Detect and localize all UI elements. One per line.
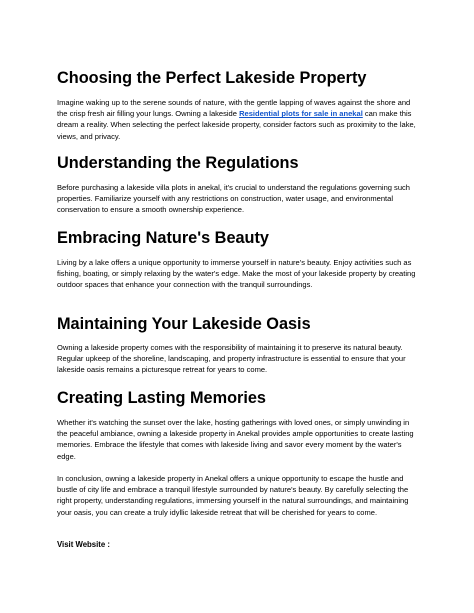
- heading-lasting-memories: Creating Lasting Memories: [57, 389, 266, 407]
- heading-natures-beauty: Embracing Nature's Beauty: [57, 229, 269, 247]
- visit-website-label: Visit Website :: [57, 540, 111, 549]
- paragraph-lasting-memories: Whether it's watching the sunset over the lake, hosting gatherings with loved ones, or simply unwinding in the peaceful ambiance, owning a lakeside property in Anekal provides ample opportunities to create lasting memories. Embrace the lifestyle that comes with lakeside living and savor every moment by the water's edge.: [57, 418, 414, 461]
- heading-maintaining-oasis: Maintaining Your Lakeside Oasis: [57, 315, 311, 333]
- heading-choosing-property: Choosing the Perfect Lakeside Property: [57, 69, 367, 87]
- paragraph-text: Imagine waking up to the serene sounds of nature, with the gentle lapping of waves against the shore and the crisp fresh air filling your lungs. Owning a lakeside: [57, 98, 411, 119]
- paragraph-conclusion: In conclusion, owning a lakeside property in Anekal offers a unique opportunity to escape the hustle and bustle of city life and embrace a tranquil lifestyle surrounded by nature's beauty. By carefully selecting the right property, understanding regulations, immersing yourself in the natural surroundings, and maintaining your oasis, you can create a truly idyllic lakeside retreat that will be cherished for years to come.: [57, 474, 409, 517]
- paragraph-regulations: Before purchasing a lakeside villa plots in anekal, it's crucial to understand the regulations governing such properties. Familiarize yourself with any restrictions on construction, water usage, and environmental conservation to ensure a smooth ownership experience.: [57, 183, 410, 215]
- paragraph-natures-beauty: Living by a lake offers a unique opportunity to immerse yourself in nature's beauty. Enjoy activities such as fishing, boating, or simply relaxing by the water's edge. Make the most of your lakeside property by creating outdoor spaces that enhance your connection with the tranquil surroundings.: [57, 258, 416, 290]
- paragraph-choosing-property: [57, 97, 419, 142]
- residential-plots-link[interactable]: Residential plots for sale in anekal: [239, 109, 363, 119]
- paragraph-text: can make this dream a reality. When selecting the perfect lakeside property, consider factors such as proximity to the lake, views, and privacy.: [57, 109, 416, 141]
- paragraph-maintaining-oasis: Owning a lakeside property comes with the responsibility of maintaining it to preserve its natural beauty. Regular upkeep of the shoreline, landscaping, and property infrastructure is essential to ensure that your lakeside oasis remains a picturesque retreat for years to come.: [57, 343, 406, 375]
- heading-regulations: Understanding the Regulations: [57, 154, 299, 172]
